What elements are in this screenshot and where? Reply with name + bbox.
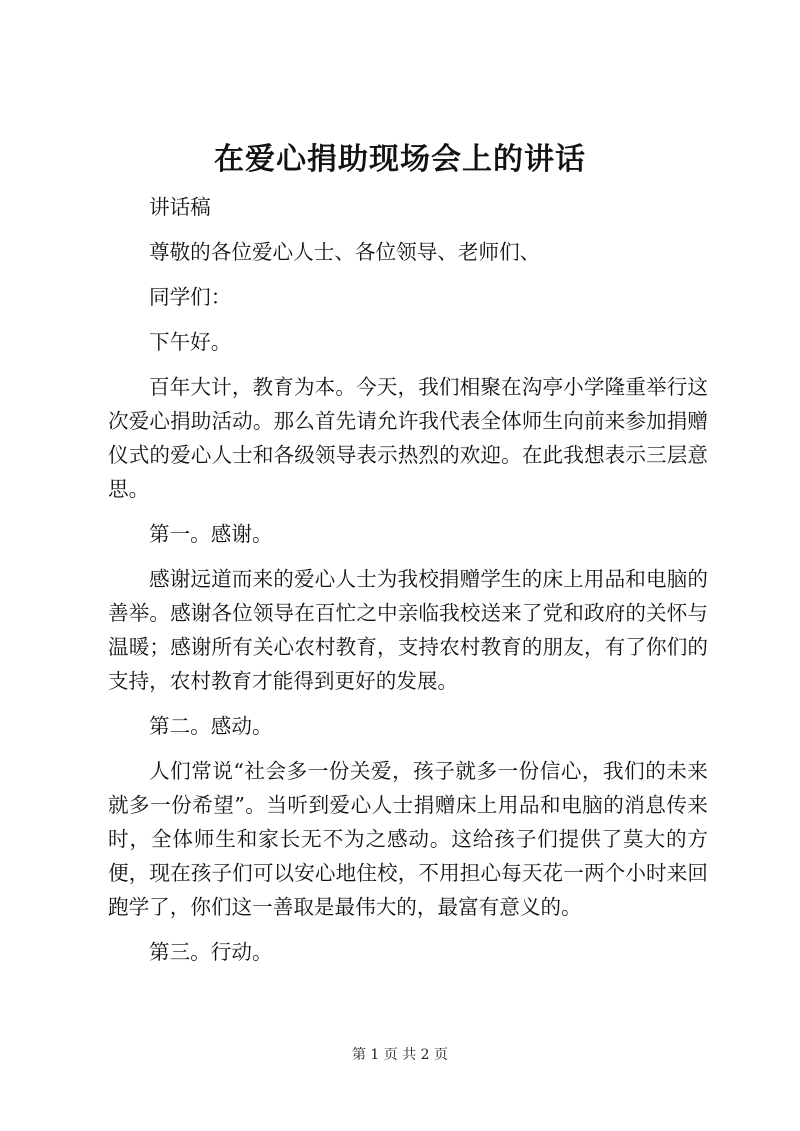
paragraph-moved: 人们常说“社会多一份关爱，孩子就多一份信心，我们的未来就多一份希望”。当听到爱心人士捐赠床上用品和电脑的消息传来时，全体师生和家长无不为之感动。这给孩子们提供了莫大的方便，现在孩子们可以安心地住校，不用担心每天花一两个小时来回跑学了，你们这一善取是最伟大的，最富有意义的。	[108, 759, 708, 919]
paragraph-intro: 百年大计，教育为本。今天，我们相聚在沟亭小学隆重举行这次爱心捐助活动。那么首先请允许我代表全体师生向前来参加捐赠仪式的爱心人士和各级领导表示热烈的欢迎。在此我想表示三层意思。	[108, 375, 708, 501]
paragraph-thanks: 感谢远道而来的爱心人士为我校捐赠学生的床上用品和电脑的善举。感谢各位领导在百忙之中亲临我校送来了党和政府的关怀与温暖；感谢所有关心农村教育，支持农村教育的朋友，有了你们的支持，农村教育才能得到更好的发展。	[108, 567, 708, 693]
paragraph-speech-label: 讲话稿	[149, 195, 211, 219]
document-body	[108, 190, 708, 980]
paragraph-salutation-students: 同学们：	[149, 285, 232, 309]
paragraph-salutation: 尊敬的各位爱心人士、各位领导、老师们、	[149, 240, 541, 264]
page-footer: 第 1 页 共 2 页	[351, 1047, 449, 1063]
paragraph-heading-first: 第一。感谢。	[149, 522, 273, 546]
paragraph-heading-third: 第三。行动。	[149, 940, 273, 964]
paragraph-heading-second: 第二。感动。	[149, 714, 273, 738]
paragraph-greeting: 下午好。	[149, 330, 232, 354]
document-title: 在爱心捐助现场会上的讲话	[214, 142, 586, 177]
